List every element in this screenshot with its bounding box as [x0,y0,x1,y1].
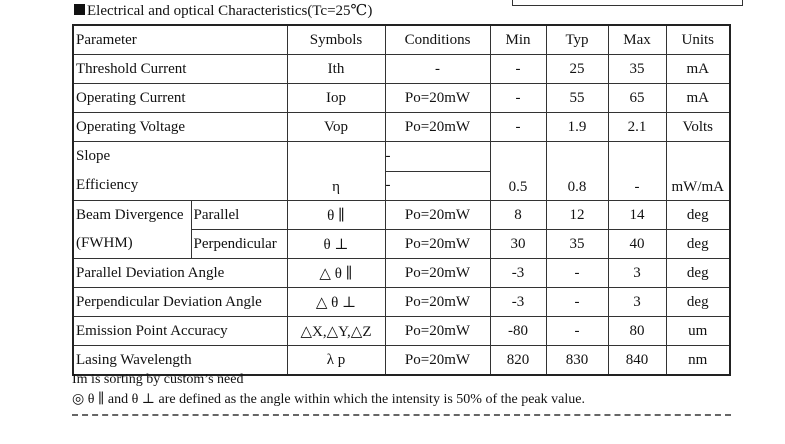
symbol-cell: θ ∥ [287,201,385,230]
divider [72,414,731,416]
typ-cell: 0.8 [546,142,608,201]
header-row [73,25,730,55]
min-cell: - [490,113,546,142]
max-cell: 14 [608,201,666,230]
header-max: Max [608,25,666,55]
parameter-cell: Lasing Wavelength [73,346,287,376]
min-cell: -3 [490,259,546,288]
symbol-cell: △ θ ⊥ [287,288,385,317]
min-cell: - [490,55,546,84]
min-cell: 0.5 [490,142,546,201]
unit-cell: deg [666,288,730,317]
condition-bottom: - [385,177,391,194]
parameter-cell: Operating Voltage [73,113,287,142]
condition-cell: Po=20mW [385,288,490,317]
unit-cell: deg [666,230,730,259]
max-cell: 2.1 [608,113,666,142]
condition-cell: Po=20mW [385,113,490,142]
header-typ: Typ [546,25,608,55]
min-cell: -80 [490,317,546,346]
subparameter-cell: Perpendicular [191,230,287,259]
condition-cell: Po=20mW [385,346,490,376]
unit-cell: um [666,317,730,346]
max-cell: 3 [608,288,666,317]
typ-cell: 55 [546,84,608,113]
condition-cell: Po=20mW [385,259,490,288]
condition-cell: Po=20mW [385,317,490,346]
unit-cell: mA [666,55,730,84]
unit-cell: Volts [666,113,730,142]
parameter-cell: Threshold Current [73,55,287,84]
condition-cell: - [385,55,490,84]
table-row [73,55,730,84]
notes [72,370,585,410]
typ-cell: - [546,288,608,317]
header-units: Units [666,25,730,55]
table-row [73,84,730,113]
unit-cell: nm [666,346,730,376]
note-line: ◎ θ ∥ and θ ⊥ are defined as the angle within which the intensity is 50% of the peak value. [72,392,585,407]
max-cell: 3 [608,259,666,288]
symbol-cell: θ ⊥ [287,230,385,259]
condition-cell: Po=20mW [385,230,490,259]
header-symbols: Symbols [287,25,385,55]
note-line: Im is sorting by custom’s need [72,372,244,387]
table-row [73,113,730,142]
min-cell: 820 [490,346,546,376]
header-min: Min [490,25,546,55]
condition-top: - [386,142,491,172]
unit-cell: mW/mA [666,142,730,201]
max-cell: 80 [608,317,666,346]
table-row [73,259,730,288]
parameter-cell [73,201,191,259]
symbol-cell: △X,△Y,△Z [287,317,385,346]
typ-cell: 12 [546,201,608,230]
parameter-line: (FWHM) [76,235,133,251]
section-title-text: Electrical and optical Characteristics(Tc=25℃) [87,3,373,19]
symbol-cell: Iop [287,84,385,113]
condition-cell [385,142,490,201]
parameter-line: Efficiency [76,177,139,193]
table-row [73,288,730,317]
parameter-cell: Operating Current [73,84,287,113]
min-cell: 8 [490,201,546,230]
min-cell: -3 [490,288,546,317]
subparameter-cell: Parallel [191,201,287,230]
max-cell: - [608,142,666,201]
condition-cell: Po=20mW [385,201,490,230]
symbol-cell: η [287,142,385,201]
characteristics-table [72,24,731,376]
unit-cell: deg [666,201,730,230]
typ-cell: 830 [546,346,608,376]
symbol-cell: Ith [287,55,385,84]
header-box [512,0,743,6]
parameter-cell [73,142,287,201]
parameter-cell: Emission Point Accuracy [73,317,287,346]
max-cell: 840 [608,346,666,376]
symbol-cell: λ p [287,346,385,376]
typ-cell: - [546,259,608,288]
typ-cell: - [546,317,608,346]
min-cell: 30 [490,230,546,259]
max-cell: 35 [608,55,666,84]
table-row [73,201,730,230]
condition-cell: Po=20mW [385,84,490,113]
square-bullet-icon [74,4,85,15]
typ-cell: 25 [546,55,608,84]
max-cell: 65 [608,84,666,113]
parameter-line: Beam Divergence [76,207,184,223]
unit-cell: deg [666,259,730,288]
header-conditions: Conditions [385,25,490,55]
symbol-cell: △ θ ∥ [287,259,385,288]
parameter-cell: Perpendicular Deviation Angle [73,288,287,317]
min-cell: - [490,84,546,113]
parameter-cell: Parallel Deviation Angle [73,259,287,288]
max-cell: 40 [608,230,666,259]
symbol-cell: Vop [287,113,385,142]
header-parameter: Parameter [73,25,287,55]
parameter-line: Slope [76,148,111,164]
table-row [73,142,730,201]
typ-cell: 35 [546,230,608,259]
unit-cell: mA [666,84,730,113]
typ-cell: 1.9 [546,113,608,142]
table-row [73,317,730,346]
section-title [74,2,372,20]
